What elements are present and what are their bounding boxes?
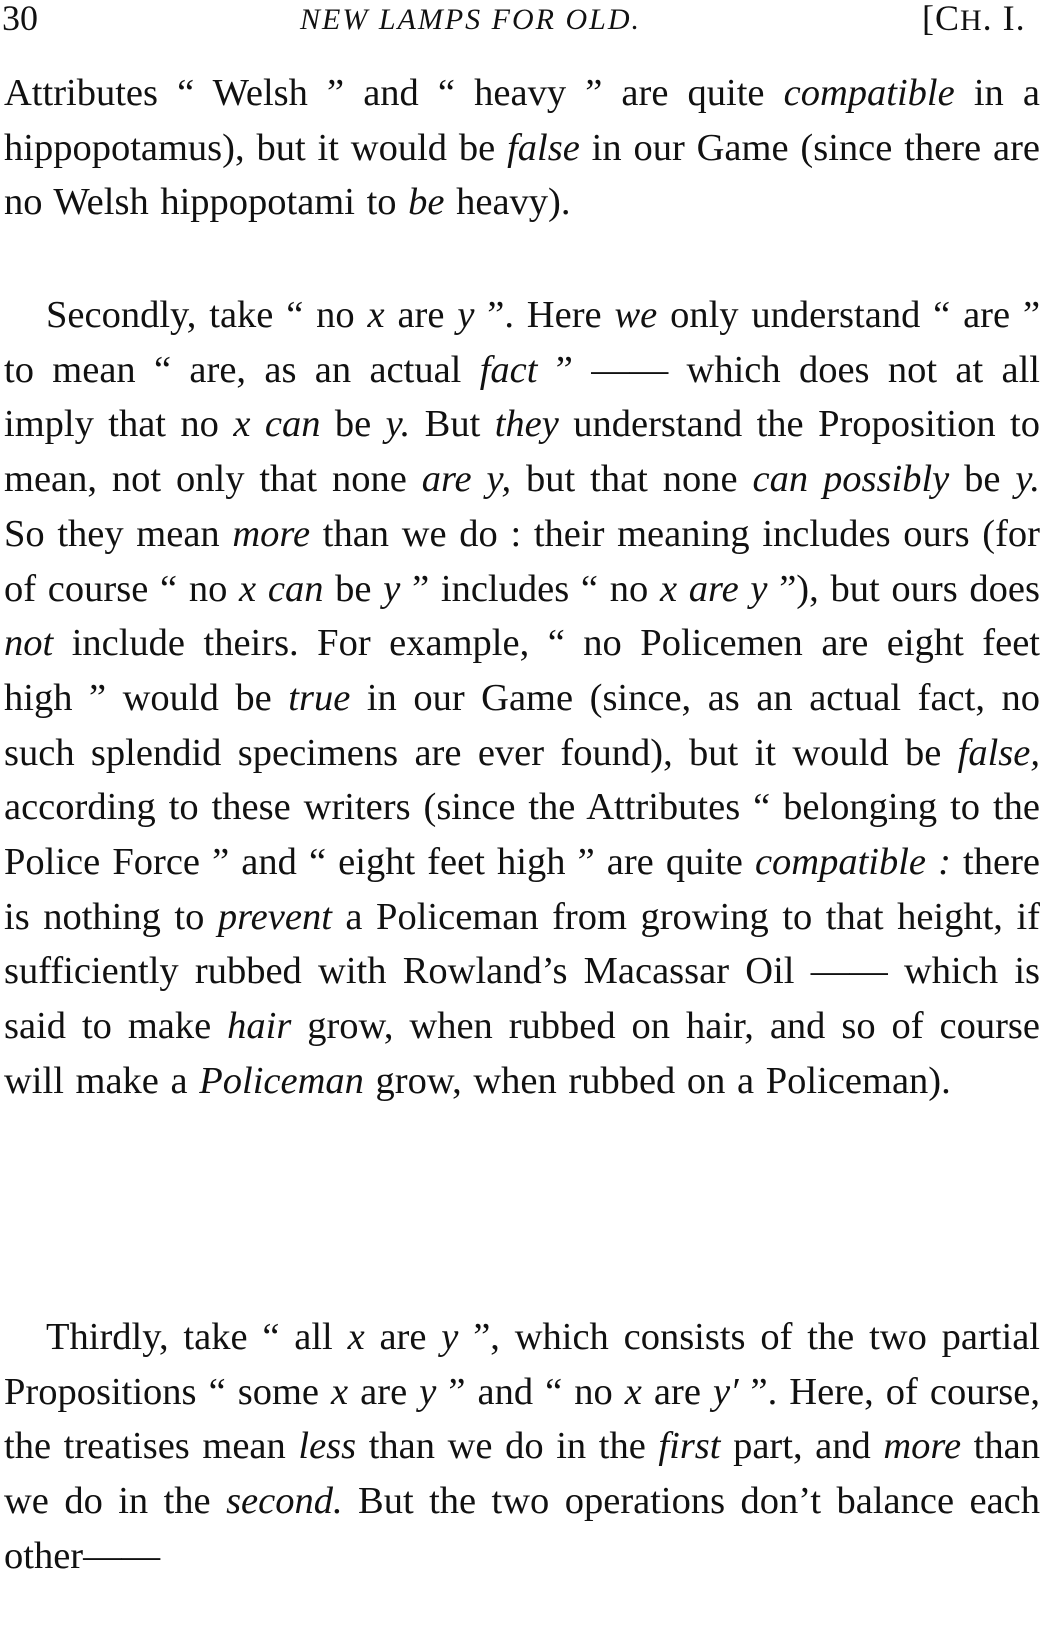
italic-run: false, — [957, 731, 1040, 774]
italic-run: y — [441, 1316, 459, 1358]
text-run: ”. Here, of course, the treatises mean — [4, 1370, 1040, 1468]
text-run: ”), but ours does — [767, 567, 1040, 610]
italic-run: fact — [479, 348, 538, 391]
text-run: ” —— which does not at all imply that no — [4, 348, 1040, 446]
paragraph-2 — [4, 288, 1040, 1109]
italic-run: x — [624, 1370, 642, 1413]
paragraph-3 — [4, 1310, 1040, 1584]
text-run: only understand “ are ” to mean “ are, as an actual — [4, 294, 1041, 391]
italic-run: x are y — [659, 567, 768, 610]
text-run: ”, which consists of the two partial Propositions “ some — [4, 1316, 1040, 1413]
running-head — [0, 0, 1040, 44]
text-run: Attributes “ Welsh ” and “ heavy ” are quite — [4, 72, 784, 114]
text-run: a Policeman from growing to that height, if sufficiently rubbed with Rowland’s Macassar Oil —— which is said to make — [4, 895, 1040, 1048]
text-run: Secondly, take “ no — [46, 294, 368, 336]
text-run: in our Game (since there are no Welsh hippopotami to — [4, 126, 1040, 224]
text-run: are — [384, 294, 458, 336]
chapter-label-rest: . I. — [982, 0, 1026, 38]
italic-run: y — [383, 567, 401, 610]
text-run: grow, when rubbed on a Policeman). — [363, 1059, 951, 1102]
italic-run: x can — [239, 567, 324, 610]
italic-run: compatible : — [754, 841, 951, 884]
italic-run: second. — [226, 1480, 343, 1523]
italic-run: they — [494, 403, 559, 446]
text-run: be — [949, 458, 1016, 501]
text-run: are — [348, 1370, 420, 1413]
italic-run: be — [408, 181, 445, 224]
italic-run: less — [298, 1425, 357, 1468]
italic-run: can possibly — [752, 458, 950, 501]
text-run: be — [320, 403, 386, 446]
italic-run: first — [658, 1425, 721, 1468]
text-run: there is nothing to — [4, 841, 1040, 938]
italic-run: x can — [233, 403, 321, 446]
text-run: are — [364, 1316, 442, 1358]
italic-run: y. — [1015, 458, 1040, 501]
italic-run: are y, — [421, 458, 512, 501]
page-number: 30 — [2, 0, 38, 38]
text-run: So they mean — [4, 512, 233, 555]
italic-run: y′ — [712, 1370, 739, 1413]
italic-run: true — [288, 676, 351, 719]
text-run: than we do in the — [4, 1425, 1040, 1523]
italic-run: compatible — [783, 72, 955, 114]
italic-run: y — [419, 1370, 437, 1413]
text-run: ”. Here — [474, 294, 615, 336]
text-run: But — [410, 403, 495, 446]
chapter-label-open: [C — [922, 0, 960, 38]
text-run: understand the Proposition to mean, not only that none — [4, 403, 1040, 501]
italic-run: y — [457, 294, 475, 336]
chapter-label-small: H — [960, 4, 983, 37]
paragraph-1 — [4, 66, 1040, 230]
italic-run: x — [331, 1370, 349, 1413]
text-run: ” and “ no — [436, 1370, 625, 1413]
italic-run: not — [4, 622, 54, 665]
text-run: Thirdly, take “ all — [46, 1316, 348, 1358]
chapter-label — [922, 0, 1026, 43]
running-title: NEW LAMPS FOR OLD. — [300, 3, 641, 36]
text-run: in our Game (since, as an actual fact, no such splendid specimens are ever found), but it would be — [4, 676, 1040, 774]
text-run: include theirs. For example, “ no Policemen are eight feet high ” would be — [4, 622, 1040, 719]
italic-run: more — [883, 1425, 962, 1468]
text-run: part, and — [720, 1425, 884, 1468]
italic-run: we — [614, 294, 658, 336]
text-run: be — [323, 567, 384, 610]
text-run: in a hippopotamus), but it would be — [4, 72, 1040, 169]
text-run: according to these writers (since the Attributes “ belonging to the Police Force ” and “ eight feet high ” are quite — [4, 786, 1040, 884]
text-run: than we do in the — [356, 1425, 659, 1468]
italic-run: false — [507, 126, 580, 169]
text-run: than we do : their meaning includes ours (for of course “ no — [4, 512, 1040, 610]
italic-run: x — [347, 1316, 365, 1358]
text-run: ” includes “ no — [400, 567, 660, 610]
text-run: grow, when rubbed on hair, and so of course will make a — [4, 1005, 1040, 1102]
text-run: But the two operations don’t balance each other—— — [4, 1480, 1041, 1577]
italic-run: x — [367, 294, 385, 336]
italic-run: more — [232, 512, 311, 555]
italic-run: y. — [385, 403, 411, 446]
italic-run: Policeman — [199, 1059, 364, 1102]
text-run: are — [641, 1370, 713, 1413]
italic-run: hair — [227, 1005, 292, 1048]
text-run: but that none — [511, 458, 753, 501]
text-run: heavy). — [444, 181, 571, 224]
italic-run: prevent — [217, 895, 332, 938]
